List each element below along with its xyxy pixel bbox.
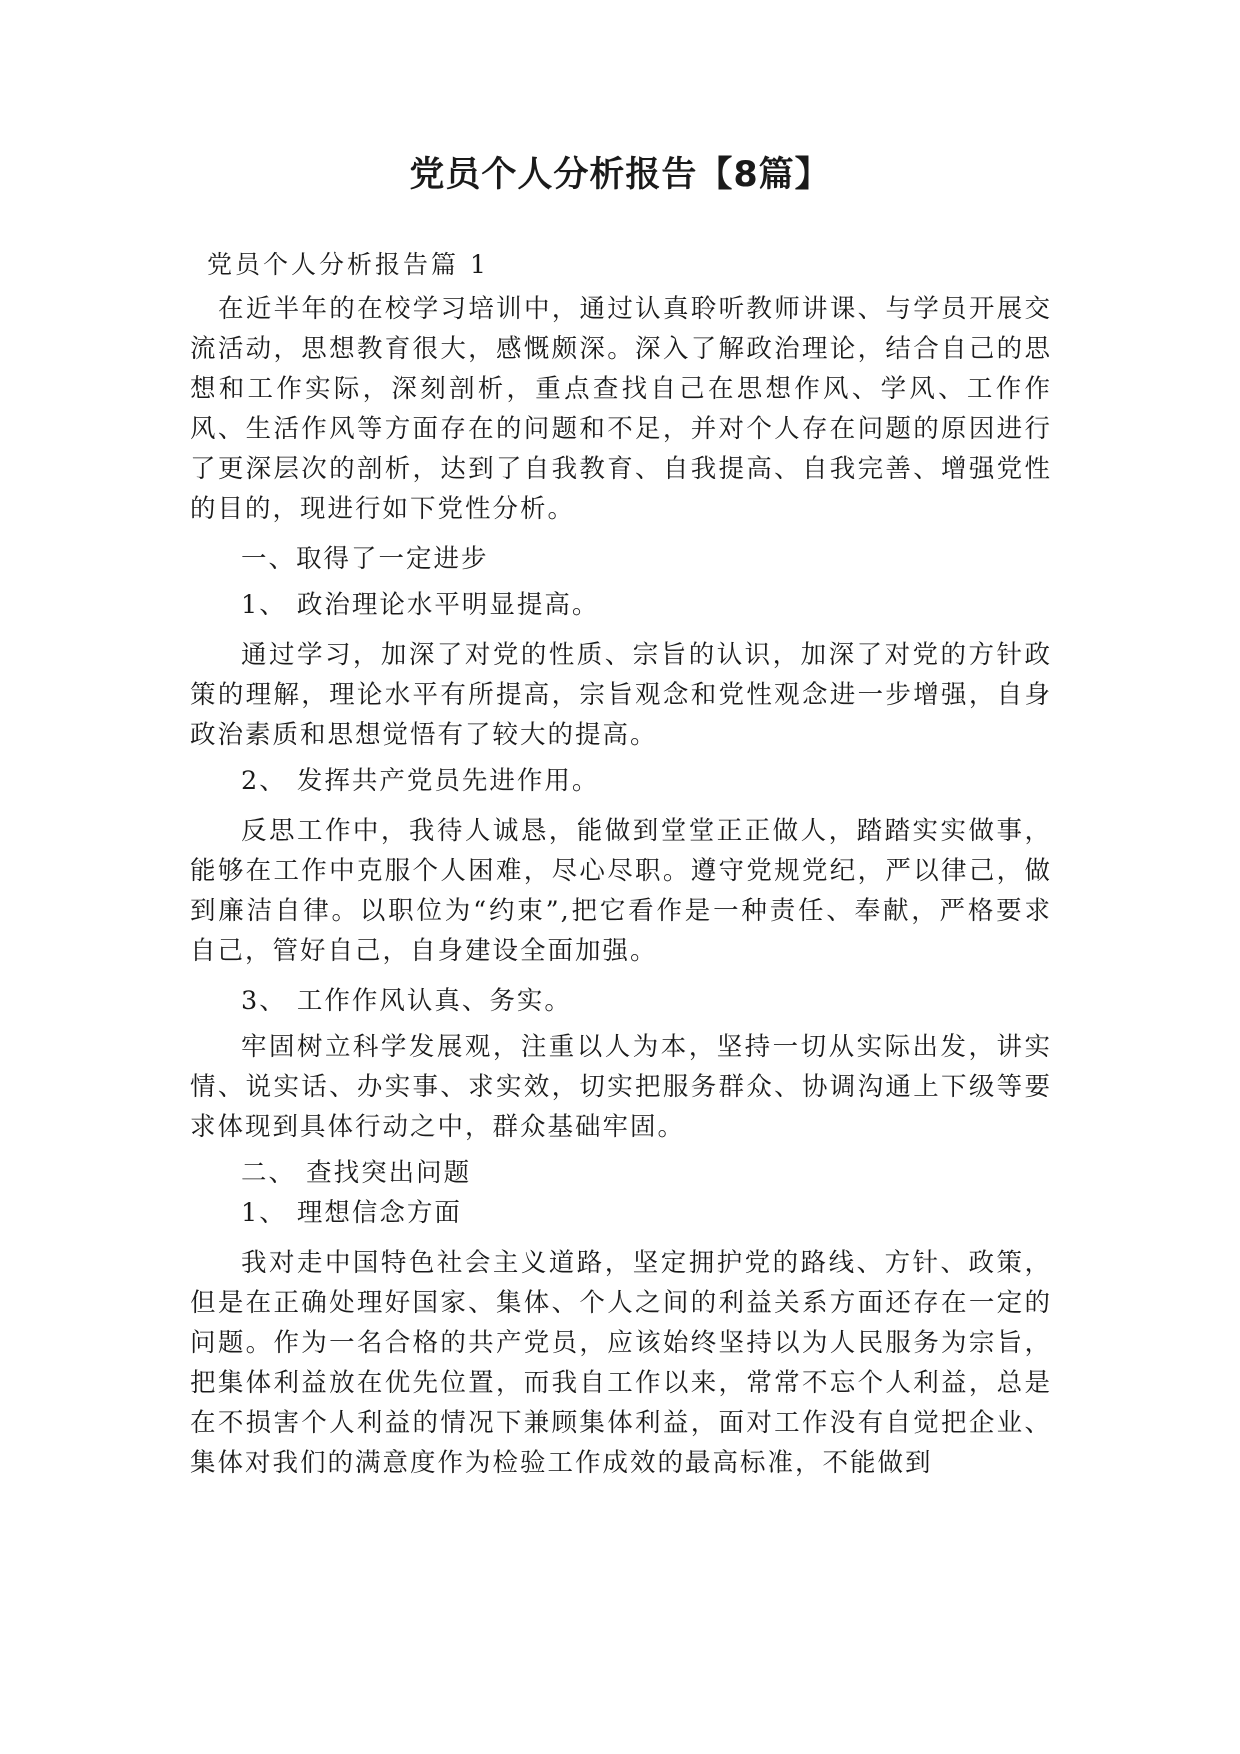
- paragraph-vanguard-role: 反思工作中，我待人诚恳，能做到堂堂正正做人，踏踏实实做事，能够在工作中克服个人困难，尽心尽职。遵守党规党纪，严以律己，做到廉洁自律。以职位为“约束”,把它看作是一种责任、奉献，严格要求自己，管好自己，自身建设全面加强。: [190, 816, 1052, 966]
- document-title: 党员个人分析报告【8篇】: [409, 155, 831, 195]
- paragraph-ideals-beliefs: 我对走中国特色社会主义道路，坚定拥护党的路线、方针、政策，但是在正确处理好国家、集体、个人之间的利益关系方面还存在一定的问题。作为一名合格的共产党员，应该始终坚持以为人民服务为宗旨，把集体利益放在优先位置，而我自工作以来，常常不忘个人利益，总是在不损害个人利益的情况下兼顾集体利益，面对工作没有自觉把企业、集体对我们的满意度作为检验工作成效的最高标准，不能做到: [190, 1248, 1052, 1478]
- intro-paragraph: 在近半年的在校学习培训中，通过认真聆听教师讲课、与学员开展交流活动，思想教育很大，感慨颇深。深入了解政治理论，结合自己的思想和工作实际，深刻剖析，重点查找自己在思想作风、学风、工作作风、生活作风等方面存在的问题和不足，并对个人存在问题的原因进行了更深层次的剖析，达到了自我教育、自我提高、自我完善、增强党性的目的，现进行如下党性分析。: [190, 294, 1052, 524]
- document-body: [190, 245, 1052, 1483]
- subheading-work-style: 3、 工作作风认真、务实。: [241, 986, 572, 1016]
- subheading-ideals-beliefs: 1、 理想信念方面: [241, 1198, 462, 1228]
- paragraph-work-style: 牢固树立科学发展观，注重以人为本，坚持一切从实际出发，讲实情、说实话、办实事、求实效，切实把服务群众、协调沟通上下级等要求体现到具体行动之中，群众基础牢固。: [190, 1032, 1052, 1142]
- section-heading-progress: 一、取得了一定进步: [241, 544, 489, 574]
- paragraph-political-theory: 通过学习，加深了对党的性质、宗旨的认识，加深了对党的方针政策的理解，理论水平有所提高，宗旨观念和党性观念进一步增强，自身政治素质和思想觉悟有了较大的提高。: [190, 640, 1052, 750]
- section-heading-problems: 二、 查找突出问题: [241, 1158, 472, 1188]
- subheading-political-theory: 1、 政治理论水平明显提高。: [241, 590, 600, 620]
- subheading-vanguard-role: 2、 发挥共产党员先进作用。: [241, 766, 600, 796]
- section-subtitle: 党员个人分析报告篇 1: [207, 250, 489, 279]
